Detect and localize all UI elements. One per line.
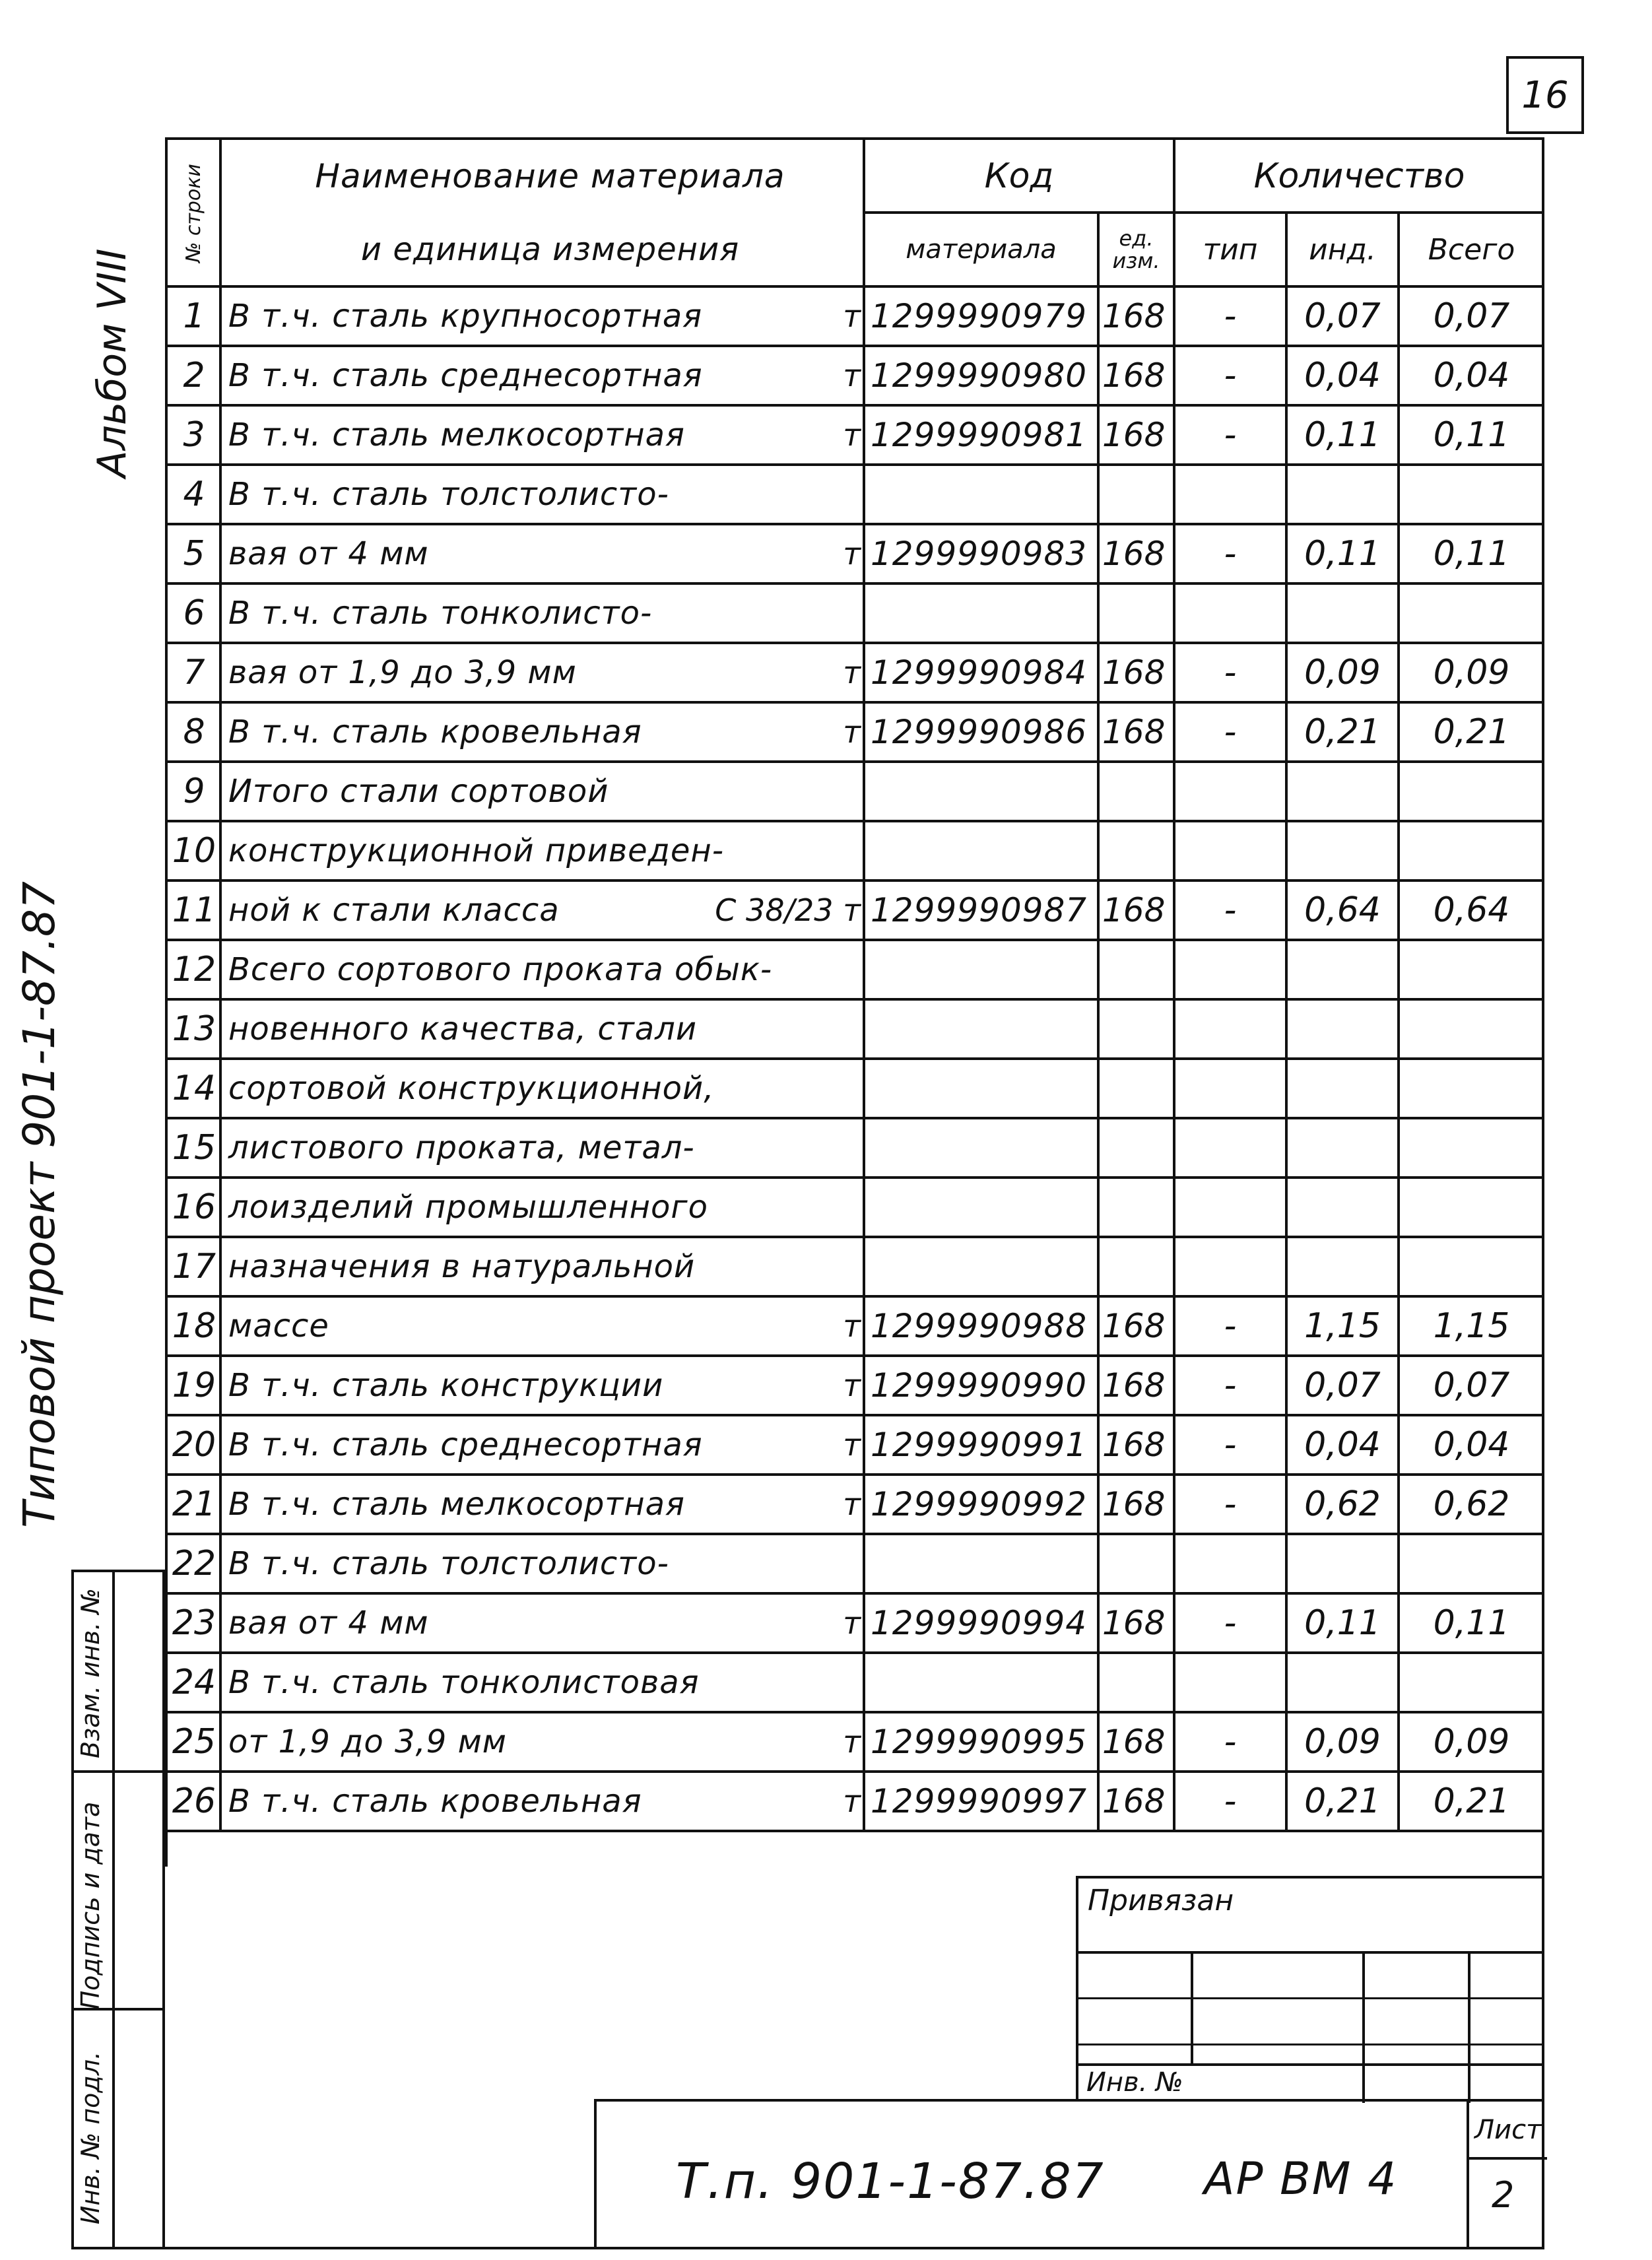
header-name-2: и единица измерения <box>360 231 740 268</box>
material-code <box>864 1653 1105 1712</box>
qty-ind: 0,11 <box>1304 1603 1381 1643</box>
qty-type: - <box>1224 653 1237 692</box>
unit-of-measure: т <box>843 1486 861 1522</box>
qty-ind <box>1286 999 1399 1059</box>
qty-type <box>1174 940 1286 999</box>
unit-of-measure: т <box>843 358 861 393</box>
qty-total: 0,11 <box>1433 534 1510 574</box>
qty-type: - <box>1224 1425 1237 1465</box>
header-q-type: тип <box>1203 232 1258 267</box>
material-code <box>864 1118 1105 1178</box>
unit-of-measure: т <box>843 655 861 690</box>
row-number: 11 <box>172 890 216 930</box>
unit-code <box>1098 940 1178 999</box>
header-row-no: № строки <box>182 164 205 263</box>
material-code <box>864 762 1105 821</box>
unit-code <box>1098 1534 1178 1593</box>
qty-type: - <box>1224 1603 1237 1643</box>
material-name: В т.ч. сталь тонколистовая <box>228 1664 700 1701</box>
qty-ind: 0,04 <box>1304 1425 1381 1465</box>
unit-code: 168 <box>1102 356 1166 395</box>
material-code <box>864 1059 1105 1118</box>
qty-total <box>1399 762 1544 821</box>
qty-total: 0,07 <box>1433 296 1510 336</box>
materials-table <box>165 137 1544 1867</box>
row-number: 2 <box>183 356 205 395</box>
qty-ind <box>1286 465 1399 524</box>
row-number: 24 <box>172 1663 216 1702</box>
unit-code <box>1098 1178 1178 1237</box>
qty-ind: 0,09 <box>1304 1722 1381 1762</box>
qty-total: 0,07 <box>1433 1366 1510 1405</box>
material-name: В т.ч. сталь кровельная <box>228 714 642 750</box>
qty-total <box>1399 1653 1544 1712</box>
material-code: 1299990979 <box>871 297 1088 335</box>
qty-type: - <box>1224 890 1237 930</box>
row-number: 3 <box>183 415 205 455</box>
unit-of-measure <box>732 1118 861 1178</box>
unit-code <box>1098 1059 1178 1118</box>
qty-type <box>1174 1118 1286 1178</box>
material-name: В т.ч. сталь среднесортная <box>228 357 703 394</box>
qty-type <box>1174 999 1286 1059</box>
privyazan-label: Привязан <box>1088 1884 1234 1917</box>
unit-code <box>1098 999 1178 1059</box>
header-code-material: материала <box>906 234 1057 265</box>
page-number-box <box>1506 56 1584 134</box>
unit-of-measure <box>732 762 861 821</box>
qty-type <box>1174 1059 1286 1118</box>
unit-of-measure: т <box>843 417 861 453</box>
qty-total <box>1399 583 1544 643</box>
qty-total <box>1399 1059 1544 1118</box>
binding-inv-label: Инв. № <box>1086 2067 1183 2098</box>
unit-code: 168 <box>1102 891 1166 929</box>
qty-total: 0,21 <box>1433 1781 1510 1821</box>
unit-code: 168 <box>1102 1723 1166 1761</box>
qty-total: 0,09 <box>1433 1722 1510 1762</box>
doc-code: Т.п. 901-1-87.87 <box>676 2153 1105 2210</box>
list-number: 2 <box>1492 2174 1515 2216</box>
stamp-inv-podl-label: Инв. № подл. <box>76 2051 105 2225</box>
qty-type <box>1174 1534 1286 1593</box>
qty-ind: 0,09 <box>1304 653 1381 692</box>
material-name: В т.ч. сталь среднесортная <box>228 1426 703 1463</box>
sheet-code: АР ВМ 4 <box>1204 2153 1398 2205</box>
unit-code: 168 <box>1102 1604 1166 1642</box>
qty-type: - <box>1224 712 1237 752</box>
material-code: 1299990984 <box>871 653 1088 692</box>
qty-total <box>1399 1534 1544 1593</box>
qty-ind: 0,04 <box>1304 356 1381 395</box>
row-number: 25 <box>172 1722 216 1762</box>
row-number: 26 <box>172 1781 216 1821</box>
material-code: 1299990994 <box>871 1604 1088 1642</box>
qty-type: - <box>1224 415 1237 455</box>
unit-of-measure: т <box>843 1783 861 1819</box>
material-name: новенного качества, стали <box>228 1011 698 1047</box>
row-number: 14 <box>172 1069 216 1108</box>
row-number: 8 <box>183 712 205 752</box>
qty-total: 1,15 <box>1433 1306 1510 1346</box>
unit-code: 168 <box>1102 297 1166 335</box>
unit-of-measure: С 38/23 т <box>715 892 861 928</box>
material-name: В т.ч. сталь мелкосортная <box>228 416 685 453</box>
page-number: 16 <box>1521 73 1569 117</box>
unit-code <box>1098 762 1178 821</box>
material-code <box>864 940 1105 999</box>
row-number: 5 <box>183 534 205 574</box>
unit-code <box>1098 583 1178 643</box>
album-label: Альбом VIII <box>89 248 135 478</box>
material-code: 1299990995 <box>871 1723 1088 1761</box>
qty-ind: 0,11 <box>1304 534 1381 574</box>
qty-total <box>1399 465 1544 524</box>
qty-type <box>1174 1237 1286 1296</box>
qty-total: 0,11 <box>1433 1603 1510 1643</box>
qty-ind: 1,15 <box>1304 1306 1381 1346</box>
qty-total: 0,62 <box>1433 1484 1510 1524</box>
qty-total <box>1399 1237 1544 1296</box>
material-code: 1299990997 <box>871 1782 1088 1820</box>
project-label: Типовой проект 901-1-87.87 <box>14 881 65 1528</box>
qty-ind <box>1286 762 1399 821</box>
material-code: 1299990981 <box>871 416 1088 454</box>
header-q-ind: инд. <box>1309 232 1376 267</box>
title-block <box>594 2099 1544 2249</box>
qty-ind <box>1286 1118 1399 1178</box>
row-number: 19 <box>172 1366 216 1405</box>
qty-total: 0,64 <box>1433 890 1510 930</box>
row-number: 21 <box>172 1484 216 1524</box>
material-name: В т.ч. сталь мелкосортная <box>228 1486 685 1523</box>
row-number: 16 <box>172 1187 216 1227</box>
unit-code: 168 <box>1102 1426 1166 1464</box>
stamp-vzam-label: Взам. инв. № <box>76 1588 105 1759</box>
qty-type <box>1174 762 1286 821</box>
unit-of-measure <box>732 1059 861 1118</box>
qty-ind: 0,11 <box>1304 415 1381 455</box>
qty-ind: 0,21 <box>1304 712 1381 752</box>
material-code: 1299990990 <box>871 1366 1088 1405</box>
qty-total: 0,21 <box>1433 712 1510 752</box>
qty-type: - <box>1224 1484 1237 1524</box>
qty-type: - <box>1224 356 1237 395</box>
unit-of-measure <box>732 1534 861 1593</box>
qty-total: 0,04 <box>1433 356 1510 395</box>
material-code: 1299990992 <box>871 1485 1088 1523</box>
material-name: сортовой конструкционной, <box>228 1070 715 1107</box>
qty-ind <box>1286 1237 1399 1296</box>
row-number: 13 <box>172 1009 216 1049</box>
material-code: 1299990988 <box>871 1307 1088 1345</box>
qty-total <box>1399 940 1544 999</box>
unit-of-measure <box>732 821 861 881</box>
unit-of-measure: т <box>843 1427 861 1463</box>
unit-of-measure <box>732 583 861 643</box>
stamp-podpis-label: Подпись и дата <box>76 1801 105 2010</box>
material-code <box>864 1178 1105 1237</box>
unit-code <box>1098 465 1178 524</box>
qty-type <box>1174 1653 1286 1712</box>
unit-code: 168 <box>1102 1782 1166 1820</box>
material-name: вая от 4 мм <box>228 1605 429 1642</box>
qty-ind: 0,64 <box>1304 890 1381 930</box>
unit-of-measure <box>732 465 861 524</box>
unit-code: 168 <box>1102 713 1166 751</box>
qty-total: 0,11 <box>1433 415 1510 455</box>
unit-of-measure <box>732 999 861 1059</box>
row-number: 23 <box>172 1603 216 1643</box>
material-name: назначения в натуральной <box>228 1248 696 1285</box>
unit-of-measure <box>732 1653 861 1712</box>
row-number: 20 <box>172 1425 216 1465</box>
unit-of-measure <box>732 940 861 999</box>
unit-code: 168 <box>1102 1307 1166 1345</box>
material-name: Итого стали сортовой <box>228 773 609 810</box>
unit-of-measure: т <box>843 1368 861 1403</box>
unit-code: 168 <box>1102 1366 1166 1405</box>
qty-type: - <box>1224 296 1237 336</box>
material-code <box>864 583 1105 643</box>
material-code: 1299990987 <box>871 891 1088 929</box>
material-code <box>864 465 1105 524</box>
row-number: 10 <box>172 831 216 871</box>
material-code: 1299990980 <box>871 356 1088 395</box>
qty-ind <box>1286 940 1399 999</box>
unit-of-measure: т <box>843 714 861 750</box>
row-number: 17 <box>172 1247 216 1286</box>
material-name: конструкционной приведен- <box>228 832 725 869</box>
qty-total <box>1399 999 1544 1059</box>
row-number: 1 <box>183 296 205 336</box>
header-name: Наименование материала <box>315 157 785 195</box>
unit-of-measure <box>732 1178 861 1237</box>
unit-code: 168 <box>1102 416 1166 454</box>
material-name: листового проката, метал- <box>228 1129 695 1166</box>
material-code: 1299990983 <box>871 535 1088 573</box>
material-name: В т.ч. сталь толстолисто- <box>228 1545 669 1582</box>
qty-ind <box>1286 583 1399 643</box>
unit-code <box>1098 1653 1178 1712</box>
material-code <box>864 821 1105 881</box>
material-name: вая от 1,9 до 3,9 мм <box>228 654 577 691</box>
material-name: лоизделий промышленного <box>228 1189 708 1226</box>
unit-of-measure: т <box>843 1308 861 1344</box>
qty-type: - <box>1224 1781 1237 1821</box>
row-number: 7 <box>183 653 205 692</box>
qty-ind: 0,07 <box>1304 1366 1381 1405</box>
row-number: 18 <box>172 1306 216 1346</box>
header-code-unit: ед. изм. <box>1112 226 1160 273</box>
material-name: В т.ч. сталь кровельная <box>228 1783 642 1820</box>
qty-total <box>1399 1118 1544 1178</box>
qty-ind: 0,62 <box>1304 1484 1381 1524</box>
qty-type <box>1174 465 1286 524</box>
qty-type: - <box>1224 1306 1237 1346</box>
material-name: В т.ч. сталь крупносортная <box>228 298 703 335</box>
material-name: В т.ч. сталь толстолисто- <box>228 476 669 513</box>
qty-total <box>1399 821 1544 881</box>
qty-ind <box>1286 1178 1399 1237</box>
unit-code <box>1098 1118 1178 1178</box>
material-code <box>864 999 1105 1059</box>
material-name: вая от 4 мм <box>228 535 429 572</box>
header-code: Код <box>984 156 1054 196</box>
row-number: 4 <box>183 475 205 514</box>
header-quantity: Количество <box>1253 156 1465 196</box>
qty-total <box>1399 1178 1544 1237</box>
material-name: В т.ч. сталь конструкции <box>228 1367 664 1404</box>
material-name: массе <box>228 1308 329 1345</box>
qty-ind <box>1286 1534 1399 1593</box>
material-name: В т.ч. сталь тонколисто- <box>228 595 653 632</box>
row-number: 6 <box>183 593 205 633</box>
material-code <box>864 1534 1105 1593</box>
unit-of-measure: т <box>843 536 861 572</box>
header-q-total: Всего <box>1428 232 1515 267</box>
row-number: 12 <box>172 950 216 989</box>
material-name: Всего сортового проката обык- <box>228 951 773 988</box>
qty-type: - <box>1224 1366 1237 1405</box>
qty-ind <box>1286 821 1399 881</box>
qty-ind: 0,21 <box>1304 1781 1381 1821</box>
material-code: 1299990991 <box>871 1426 1088 1464</box>
material-name: ной к стали класса <box>228 892 560 929</box>
qty-total: 0,04 <box>1433 1425 1510 1465</box>
qty-ind <box>1286 1653 1399 1712</box>
unit-code <box>1098 821 1178 881</box>
list-label: Лист <box>1474 2115 1542 2145</box>
unit-code <box>1098 1237 1178 1296</box>
row-number: 15 <box>172 1128 216 1168</box>
qty-type <box>1174 583 1286 643</box>
qty-total: 0,09 <box>1433 653 1510 692</box>
unit-of-measure: т <box>843 1724 861 1760</box>
qty-type: - <box>1224 1722 1237 1762</box>
material-code: 1299990986 <box>871 713 1088 751</box>
qty-type <box>1174 1178 1286 1237</box>
qty-type: - <box>1224 534 1237 574</box>
unit-of-measure: т <box>843 298 861 334</box>
material-name: от 1,9 до 3,9 мм <box>228 1723 508 1760</box>
unit-of-measure <box>732 1237 861 1296</box>
unit-code: 168 <box>1102 653 1166 692</box>
qty-ind: 0,07 <box>1304 296 1381 336</box>
binding-block <box>1076 1876 1544 2100</box>
unit-code: 168 <box>1102 1485 1166 1523</box>
qty-ind <box>1286 1059 1399 1118</box>
unit-of-measure: т <box>843 1605 861 1641</box>
material-code <box>864 1237 1105 1296</box>
qty-type <box>1174 821 1286 881</box>
row-number: 22 <box>172 1544 216 1583</box>
unit-code: 168 <box>1102 535 1166 573</box>
row-number: 9 <box>183 772 205 811</box>
